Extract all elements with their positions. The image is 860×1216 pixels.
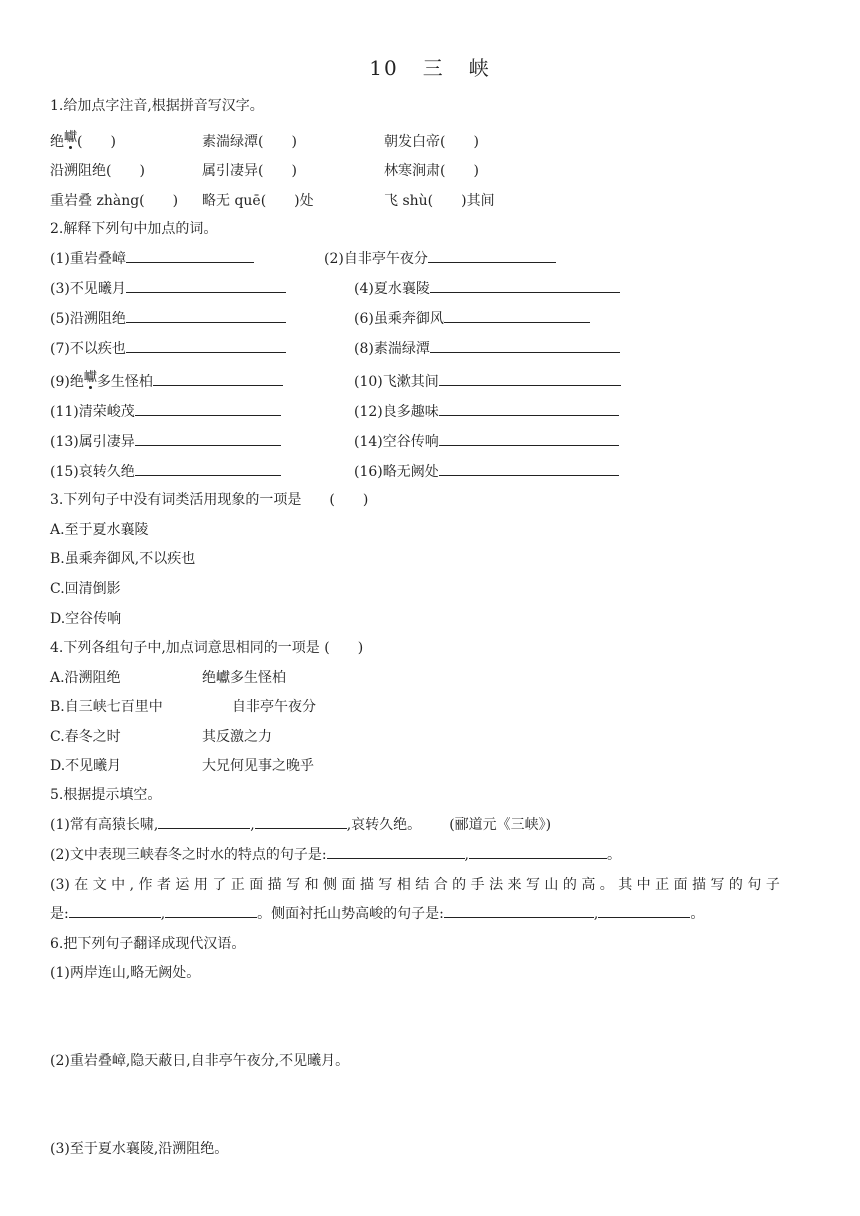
q3-stem: 3.下列句子中没有词类活用现象的一项是 ( ) xyxy=(50,492,369,508)
q4-option-b-right: 自非亭午夜分 xyxy=(232,699,316,715)
q6-stem: 6.把下列句子翻译成现代汉语。 xyxy=(50,936,246,952)
q1-row1-item2: 素湍绿潭( ) xyxy=(202,134,297,150)
page-title xyxy=(0,52,860,81)
q1-row2-item2: 属引凄异( ) xyxy=(202,163,297,179)
q1-row3-item2: 略无 quē( )处 xyxy=(202,193,314,209)
q2-item-16: (16)略无阙处 xyxy=(354,461,619,481)
q6-sentence-2: (2)重岩叠嶂,隐天蔽日,自非亭午夜分,不见曦月。 xyxy=(50,1053,350,1069)
q4-option-a-left: A.沿溯阻绝 xyxy=(50,670,121,686)
q2-item-8: (8)素湍绿潭 xyxy=(354,338,620,358)
q3-option-b: B.虽乘奔御风,不以疾也 xyxy=(50,551,196,567)
q5-line2: (2)文中表现三峡春冬之时水的特点的句子是: , 。 xyxy=(50,844,621,864)
q2-item-10: (10)飞漱其间 xyxy=(354,371,621,391)
q6-sentence-1: (1)两岸连山,略无阙处。 xyxy=(50,965,201,981)
q2-item-11: (11)清荣峻茂 xyxy=(50,401,281,421)
q2-item-3: (3)不见曦月 xyxy=(50,278,286,298)
q1-row1-item1: 绝巘( ) xyxy=(50,130,116,150)
q5-stem: 5.根据提示填空。 xyxy=(50,787,162,803)
q5-source: (郦道元《三峡》) xyxy=(449,817,552,833)
q4-stem: 4.下列各组句子中,加点词意思相同的一项是 ( ) xyxy=(50,640,364,656)
q2-item-12: (12)良多趣味 xyxy=(354,401,619,421)
q3-option-a: A.至于夏水襄陵 xyxy=(50,522,149,538)
title-char-1: 三 xyxy=(422,56,445,80)
q1-row3-item1: 重岩叠 zhàng( ) xyxy=(50,193,179,209)
q1-stem: 1.给加点字注音,根据拼音写汉字。 xyxy=(50,98,264,114)
q2-item-5: (5)沿溯阻绝 xyxy=(50,308,286,328)
q2-item-2: (2)自非亭午夜分 xyxy=(324,248,556,268)
q2-item-6: (6)虽乘奔御风 xyxy=(354,308,590,328)
q2-item-9: (9)绝巘多生怪柏 xyxy=(50,371,283,391)
q2-item-4: (4)夏水襄陵 xyxy=(354,278,620,298)
q2-item-7: (7)不以疾也 xyxy=(50,338,286,358)
q1-row3-item3: 飞 shù( )其间 xyxy=(384,193,495,209)
q1-row2-item1: 沿溯阻绝( ) xyxy=(50,163,145,179)
q6-sentence-3: (3)至于夏水襄陵,沿溯阻绝。 xyxy=(50,1141,229,1157)
q5-line4: 是: , 。侧面衬托山势高峻的句子是: , 。 xyxy=(50,903,704,923)
q5-line3: (3) 在 文 中 , 作 者 运 用 了 正 面 描 写 和 侧 面 描 写 相 结 合 的 手 法 来 写 山 的 高 。 其 中 正 面 描 写 的 句 子 xyxy=(50,877,780,893)
lesson-number: 10 xyxy=(369,56,399,80)
q2-item-14: (14)空谷传响 xyxy=(354,431,619,451)
q4-option-d-right: 大兄何见事之晚乎 xyxy=(202,758,314,774)
q4-option-a-right: 绝巘多生怪柏 xyxy=(202,670,286,686)
q2-stem: 2.解释下列句中加点的词。 xyxy=(50,221,218,237)
q5-line1: (1)常有高猿长啸, , ,哀转久绝。 (郦道元《三峡》) xyxy=(50,814,551,834)
q3-option-c: C.回清倒影 xyxy=(50,581,121,597)
yan-glyph: 巘 xyxy=(64,130,78,145)
q2-item-13: (13)属引凄异 xyxy=(50,431,281,451)
q4-option-c-left: C.春冬之时 xyxy=(50,729,121,745)
q4-option-c-right: 其反激之力 xyxy=(202,729,272,745)
q3-option-d: D.空谷传响 xyxy=(50,611,122,627)
q1-row1-item3: 朝发白帝( ) xyxy=(384,134,479,150)
yan-glyph-2: 巘 xyxy=(83,370,97,385)
q4-option-b-left: B.自三峡七百里中 xyxy=(50,699,163,715)
q2-item-1: (1)重岩叠嶂 xyxy=(50,248,254,268)
q1-row2-item3: 林寒涧肃( ) xyxy=(384,163,479,179)
title-char-2: 峡 xyxy=(468,56,491,80)
q4-option-d-left: D.不见曦月 xyxy=(50,758,122,774)
q2-item-15: (15)哀转久绝 xyxy=(50,461,281,481)
